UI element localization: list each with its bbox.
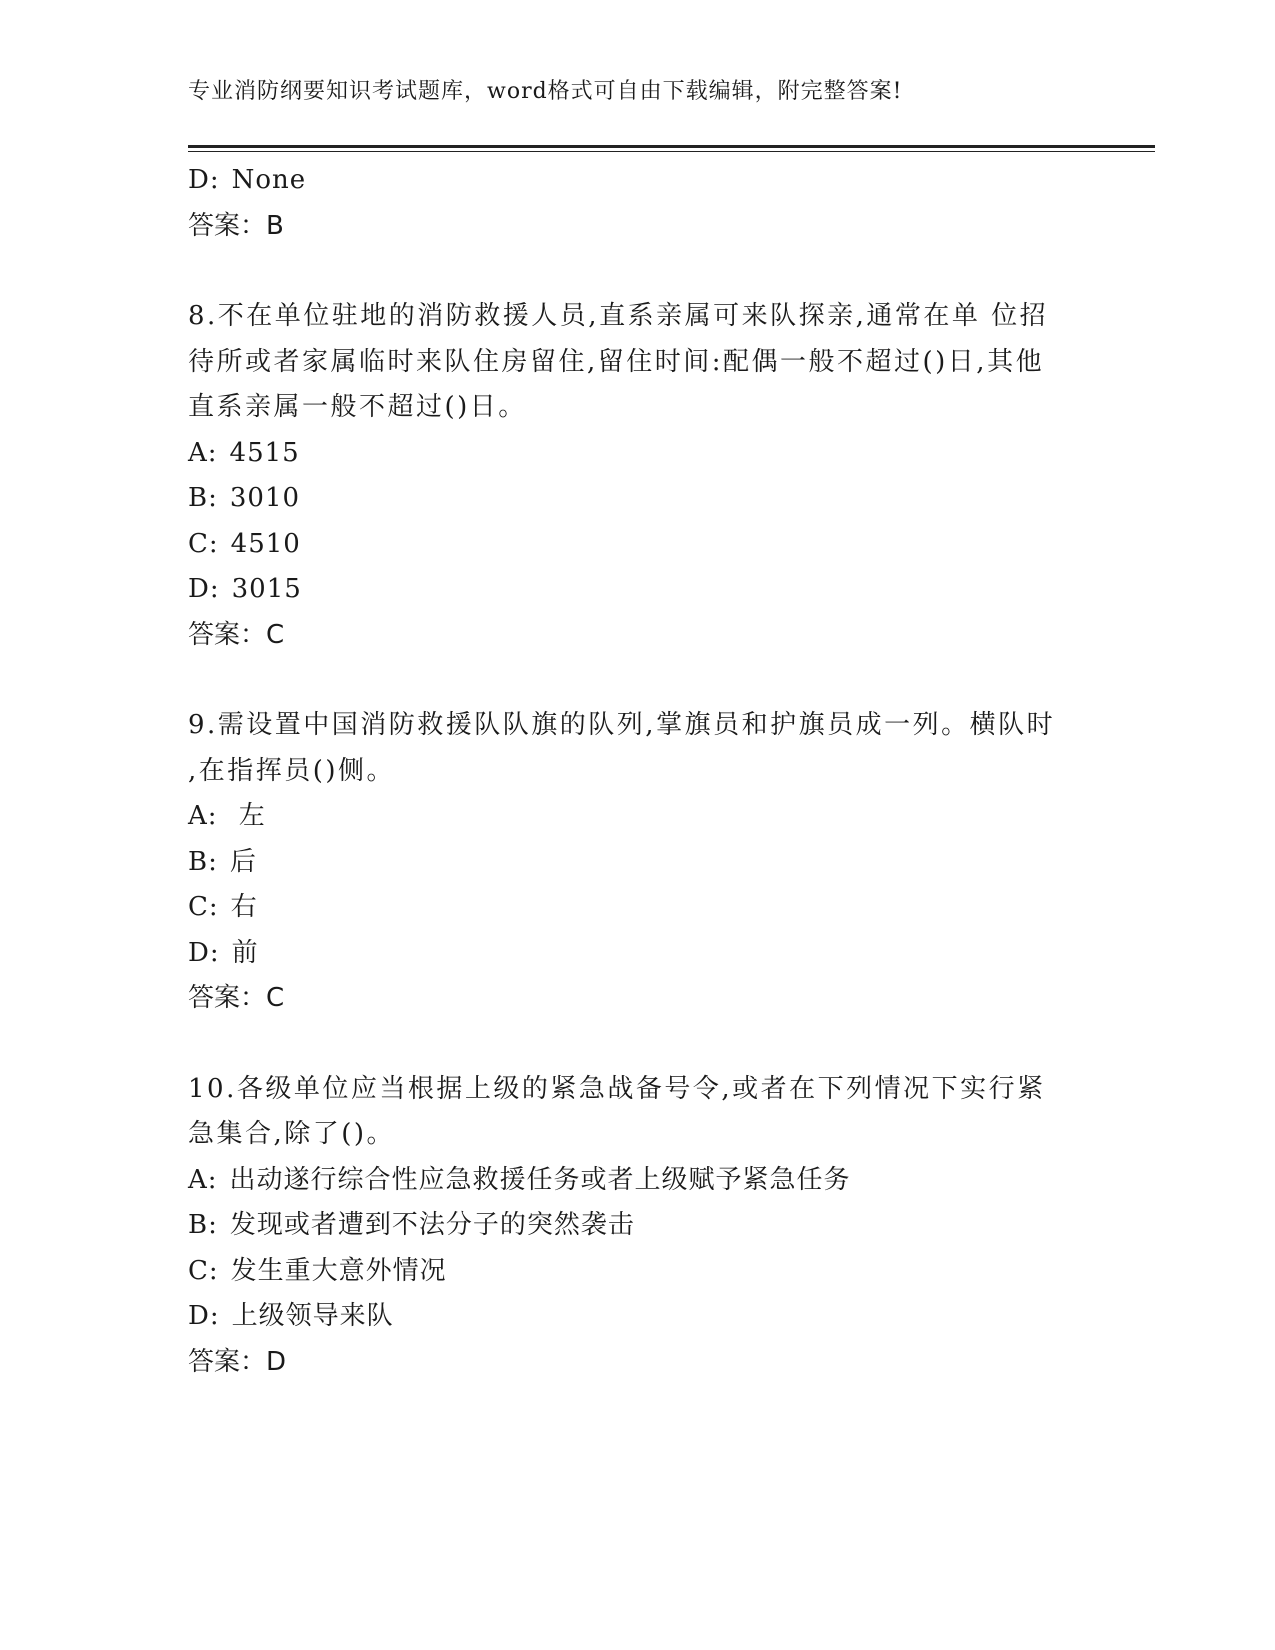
question-text-line: 9.需设置中国消防救援队队旗的队列,掌旗员和护旗员成一列。横队时 [188,710,1056,740]
answer-line: 答案：B [188,210,284,241]
option-value: 右 [230,892,258,922]
question-8 [188,294,1088,431]
option-key: C: [188,1255,219,1286]
option-key: B: [188,846,218,877]
option-key: C: [188,528,219,559]
option-value: 前 [231,937,259,968]
question-text-line: 急集合,除了()。 [188,1119,396,1149]
option-key: B: [188,483,218,513]
option-b [188,840,1088,886]
option-value: 3015 [231,574,302,604]
option-a [188,1158,1088,1204]
option-key: D: [188,937,220,968]
option-value: 发生重大意外情况 [230,1255,447,1286]
option-d [188,567,1088,613]
option-value: 3010 [229,483,301,513]
option-value: 发现或者遭到不法分子的突然袭击 [229,1210,635,1240]
question-10 [188,1067,1088,1158]
option-key: A: [188,1164,218,1195]
option-value: 左 [229,801,266,831]
option-d [188,931,1088,977]
question-text-line: 8.不在单位驻地的消防救援人员,直系亲属可来队探亲,通常在单 位招 [188,301,1049,331]
option-key: D: [188,1301,220,1331]
option-c [188,1249,1088,1295]
option-value: 上级领导来队 [231,1301,394,1331]
option-key: B: [188,1210,218,1240]
option-key: A: [188,801,218,831]
option-value: 4510 [230,528,301,559]
document-content [188,158,1088,1385]
option-b [188,476,1088,522]
header-rule [188,145,1155,148]
option-key: A: [188,437,218,468]
option-b [188,1203,1088,1249]
question-text-line: 直系亲属一般不超过()日。 [188,392,527,422]
header-rule-thin [188,151,1155,152]
answer-line: 答案：C [188,983,285,1013]
option-key: C: [188,892,219,922]
question-text-line: 待所或者家属临时来队住房留住,留住时间:配偶一般不超过()日,其他 [188,346,1045,377]
option-key: D: [188,165,220,195]
question-9 [188,703,1088,794]
option-a [188,794,1088,840]
option-value: 出动遂行综合性应急救援任务或者上级赋予紧急任务 [229,1164,851,1195]
option-key: D: [188,574,220,604]
option-d [188,158,1088,204]
option-c [188,522,1088,568]
option-c [188,885,1088,931]
question-text-line: 10.各级单位应当根据上级的紧急战备号令,或者在下列情况下实行紧 [188,1073,1046,1104]
option-value: 后 [229,846,257,877]
option-value: None [231,165,307,195]
option-value: 4515 [229,437,300,468]
question-text-line: ,在指挥员()侧。 [188,755,396,786]
answer-line: 答案：D [188,1346,287,1377]
option-d [188,1294,1088,1340]
page-header: 专业消防纲要知识考试题库，word格式可自由下载编辑，附完整答案! [188,79,903,104]
option-a [188,431,1088,477]
answer-line: 答案：C [188,619,285,650]
